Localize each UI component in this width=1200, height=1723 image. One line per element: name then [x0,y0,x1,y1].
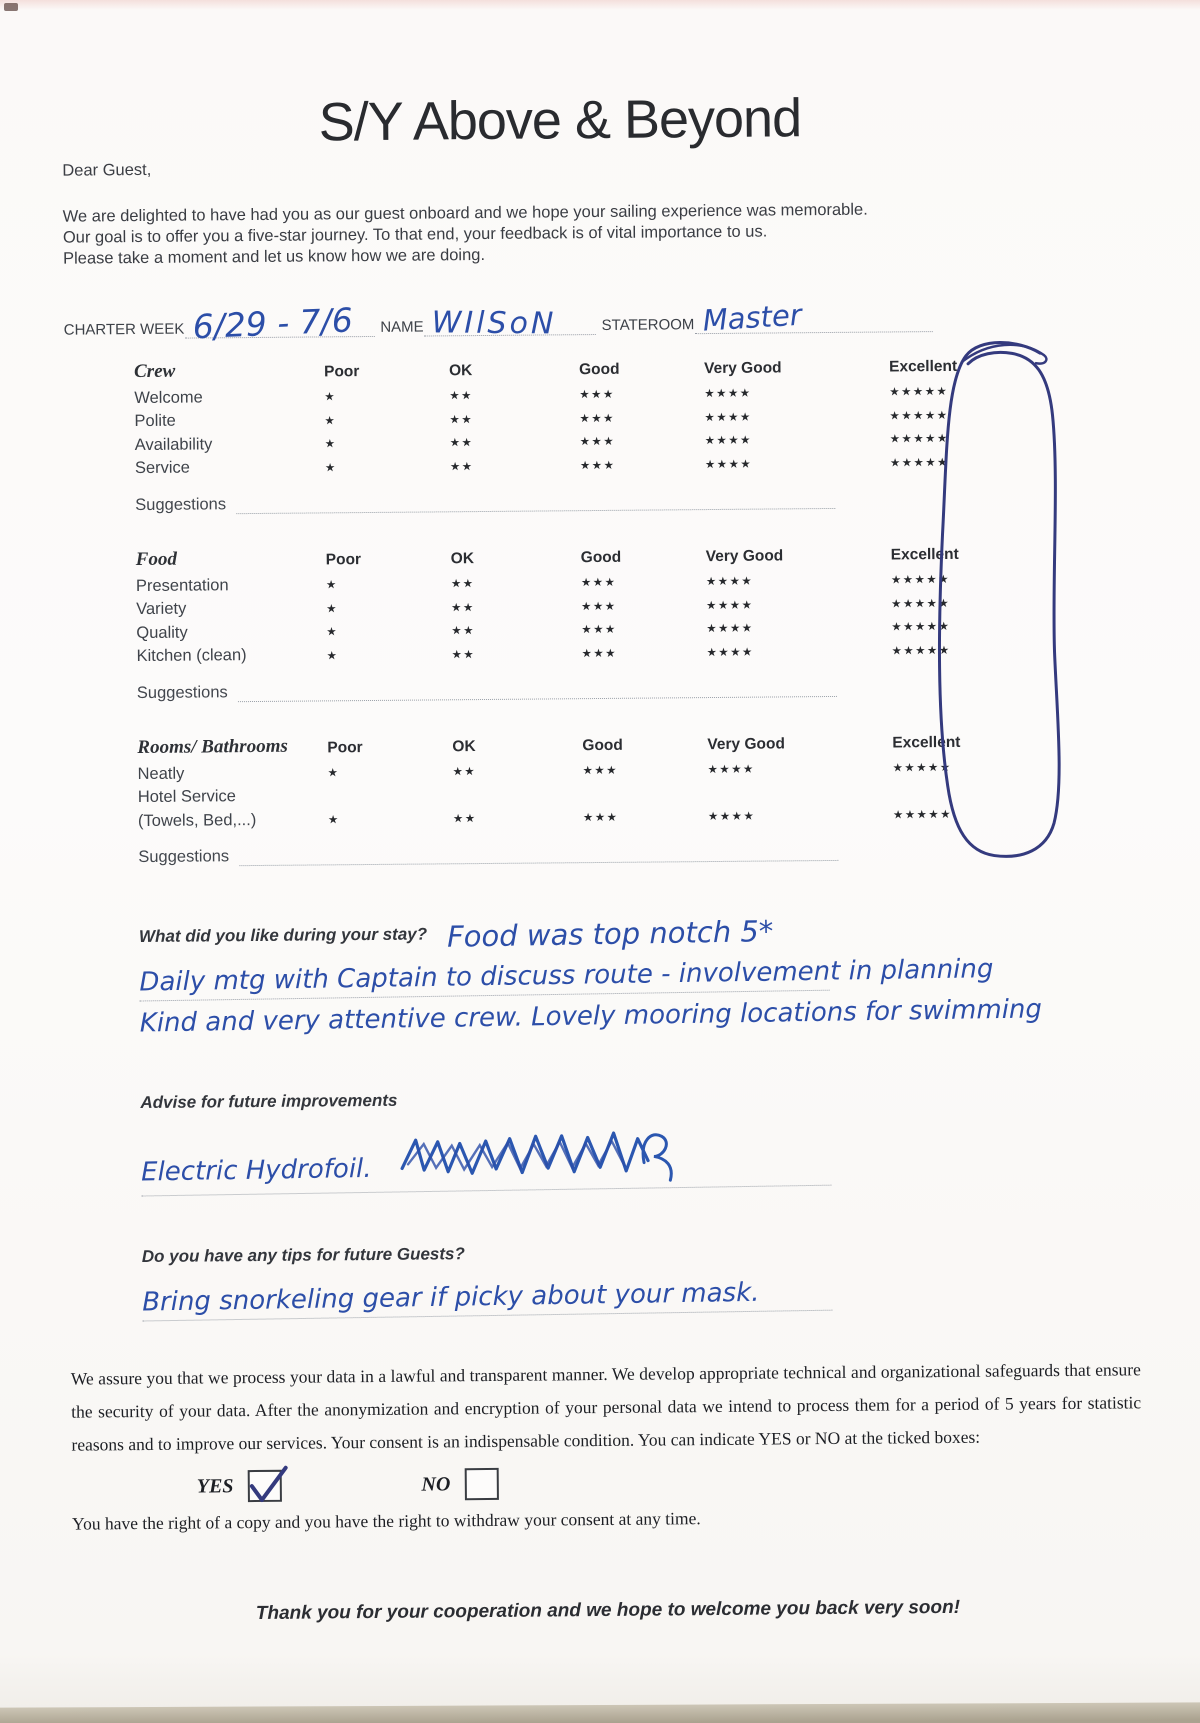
star-rating-cell: ★★ [451,623,476,638]
suggestions-label: Suggestions [138,847,230,867]
handwritten-answer-text: Bring snorkeling gear if picky about your mask. [141,1277,760,1318]
section-title: Food [135,548,177,570]
handwritten-answer-text: Electric Hydrofoil. [140,1154,372,1188]
rating-table-section [136,532,1135,703]
name-field [424,305,596,342]
rights-statement: You have the right of a copy and you have the right to withdraw your consent at any time. [72,1508,701,1534]
column-header: Poor [325,550,362,569]
name-handwritten-value: WIlSoN [431,305,557,342]
star-rating-cell: ★★★ [579,410,616,426]
star-rating-cell: ★★★★★ [889,431,949,446]
charter-week-handwritten-value: 6/29 - 7/6 [191,300,354,347]
star-rating-cell: ★ [324,436,337,451]
star-rating-cell: ★★ [449,435,474,450]
column-header: Excellent [890,545,959,564]
suggestions-label: Suggestions [136,682,228,702]
star-rating-cell: ★ [324,389,337,404]
star-rating-cell: ★ [324,460,337,475]
star-rating-cell: ★★ [449,388,473,403]
star-rating-cell: ★★★★★ [891,642,951,658]
suggestions-line [236,504,835,514]
row-label: Polite [134,412,176,431]
suggestions-row [138,841,838,867]
star-rating-cell: ★★★ [579,387,615,402]
star-rating-cell: ★★★ [581,598,617,614]
yes-checkmark-icon [245,1462,293,1508]
question-block [142,1238,1141,1316]
star-rating-cell: ★★★★★ [889,454,950,470]
row-label: Welcome [134,388,203,407]
star-rating-cell: ★ [326,648,339,663]
consent-section [71,1353,1142,1534]
star-rating-cell: ★★ [452,811,477,826]
handwritten-answer-text: Kind and very attentive crew. Lovely mooring locations for swimming [139,994,1043,1039]
handwritten-answer-line [140,1115,1139,1195]
suggestions-row [135,489,835,515]
star-rating-cell: ★ [325,577,338,592]
column-header: OK [449,361,473,379]
column-header: Very Good [703,359,782,377]
column-header: Very Good [705,547,784,565]
yes-checkbox [247,1470,281,1502]
page-title: S/Y Above & Beyond [318,88,802,153]
no-checkbox [464,1468,498,1500]
star-rating-cell: ★★★★★ [892,760,952,775]
charter-row [63,278,1131,347]
charter-week-label: CHARTER WEEK [63,320,185,339]
row-label: Variety [136,600,187,619]
yes-label: YES [196,1474,234,1498]
suggestions-line [239,856,838,866]
star-rating-cell: ★★ [451,647,476,662]
star-rating-cell [328,783,453,808]
name-label: NAME [380,318,424,336]
star-rating-cell: ★★★ [581,645,618,661]
scribbled-out-word [393,1122,694,1191]
star-rating-cell: ★ [326,601,339,616]
stateroom-handwritten-value: Master [701,297,803,338]
charter-week-field [184,300,374,347]
suggestions-row [137,677,837,703]
row-label: (Towels, Bed,...) [137,810,257,830]
section-title: Rooms/ Bathrooms [137,735,288,758]
column-header: Poor [324,362,360,381]
star-rating-cell: ★★★★ [705,574,754,589]
column-header: Good [580,548,622,566]
question-label: Do you have any tips for future Guests? [141,1244,465,1267]
intro-line: We are delighted to have had you as our guest onboard and we hope your sailing experience was memorable. [62,200,868,226]
row-label: Presentation [135,576,229,595]
column-header: Poor [327,738,363,757]
star-rating-cell [708,780,893,805]
row-label: Quality [136,623,188,642]
star-rating-cell: ★★ [452,764,477,779]
star-rating-cell: ★★★★ [706,644,754,660]
star-rating-cell: ★★ [449,459,474,474]
stateroom-field [694,297,932,338]
question-label: Advise for future improvements [140,1090,398,1113]
star-rating-cell: ★★★★★ [889,384,949,399]
star-rating-cell: ★★★★★ [890,572,951,587]
star-rating-cell [583,781,708,806]
scan-top-tint [0,0,1200,10]
form-content [0,87,1200,1628]
rating-table-section [137,720,1136,867]
star-rating-cell: ★ [324,413,337,428]
star-rating-cell: ★★★★ [704,409,752,425]
star-rating-cell: ★★★ [582,763,619,778]
star-rating-cell: ★★ [449,412,474,427]
star-rating-cell: ★★★★★ [891,619,951,634]
star-rating-cell: ★★★ [579,434,616,449]
no-label: NO [421,1473,451,1496]
star-rating-cell [453,782,583,807]
handwritten-answer-line [139,951,1137,1000]
row-label: Neatly [137,764,185,783]
star-rating-cell: ★★★ [579,457,616,473]
row-label: Service [134,459,191,478]
star-rating-cell: ★★★★ [706,621,754,636]
column-header: Excellent [888,357,958,376]
rating-grid [136,532,1135,669]
star-rating-cell: ★★★ [582,810,619,825]
star-rating-cell: ★★★★ [707,762,755,777]
consent-choices [197,1462,1142,1502]
row-label: Availability [134,435,213,454]
star-rating-cell: ★★★★ [704,386,752,401]
column-header: OK [450,549,475,567]
column-header: OK [452,737,476,755]
column-header: Excellent [892,733,961,752]
star-rating-cell: ★★ [450,576,475,591]
star-rating-cell [893,778,1028,803]
intro-line: Please take a moment and let us know how we are doing. [63,245,486,268]
column-header: Good [582,736,623,754]
star-rating-cell: ★★★★★ [892,807,953,822]
handwritten-answer-text: Daily mtg with Captain to discuss route - involvement in planning [139,954,994,998]
suggestions-line [238,692,837,702]
rating-grid [137,720,1136,833]
row-label: Kitchen (clean) [136,646,247,666]
question-label: What did you like during your stay? [138,924,428,947]
star-rating-cell: ★★★★ [704,456,753,472]
salutation: Dear Guest, [62,160,152,180]
star-rating-cell: ★★★★ [706,597,754,613]
star-rating-cell: ★★★ [581,622,617,637]
star-rating-cell: ★ [327,765,340,780]
rating-grid [134,344,1133,481]
section-title: Crew [133,360,176,382]
stateroom-label: STATEROOM [601,315,695,334]
question-block [140,1085,1139,1192]
star-rating-cell: ★★★★★ [889,407,949,423]
rating-tables [134,344,1136,867]
row-label: Hotel Service [137,787,236,807]
column-header: Very Good [707,735,785,753]
handwritten-answer-line [142,1271,1140,1320]
handwritten-answer-line: Food was top notch 5* [446,914,774,954]
star-rating-cell: ★★★★★ [891,595,951,611]
thank-you-note: Thank you for your cooperation and we hope to welcome you back very soon! [255,1597,961,1625]
handwritten-answer-line [140,992,1138,1041]
corner-mark [4,3,18,11]
column-header: Good [579,360,620,378]
question-block [139,913,1138,1038]
intro-paragraph [63,197,1132,269]
consent-paragraph: We assure you that we process your data in a lawful and transparent manner. We develop appropriate technical and organizational safeguards that ensure the security of your data. After the anonymization and encryption of your personal data we intend to process them for a period of 5 years for statistic reasons and to improve our services. Your consent is an indispensable condition. You can indicate YES or NO at the ticked boxes: [70,1359,1142,1455]
questions [139,913,1140,1317]
rating-table-section [134,344,1133,515]
star-rating-cell: ★ [327,812,340,827]
paper-bottom-edge [0,1702,1200,1723]
suggestions-label: Suggestions [135,494,227,514]
star-rating-cell: ★★★★ [704,433,753,448]
star-rating-cell: ★ [326,624,339,639]
spacer [281,1485,421,1486]
star-rating-cell: ★★ [451,600,475,615]
intro-line: Our goal is to offer you a five-star journey. To that end, your feedback is of vital importance to us. [62,222,768,247]
star-rating-cell: ★★★★ [707,809,756,824]
star-rating-cell: ★★★ [580,575,617,590]
